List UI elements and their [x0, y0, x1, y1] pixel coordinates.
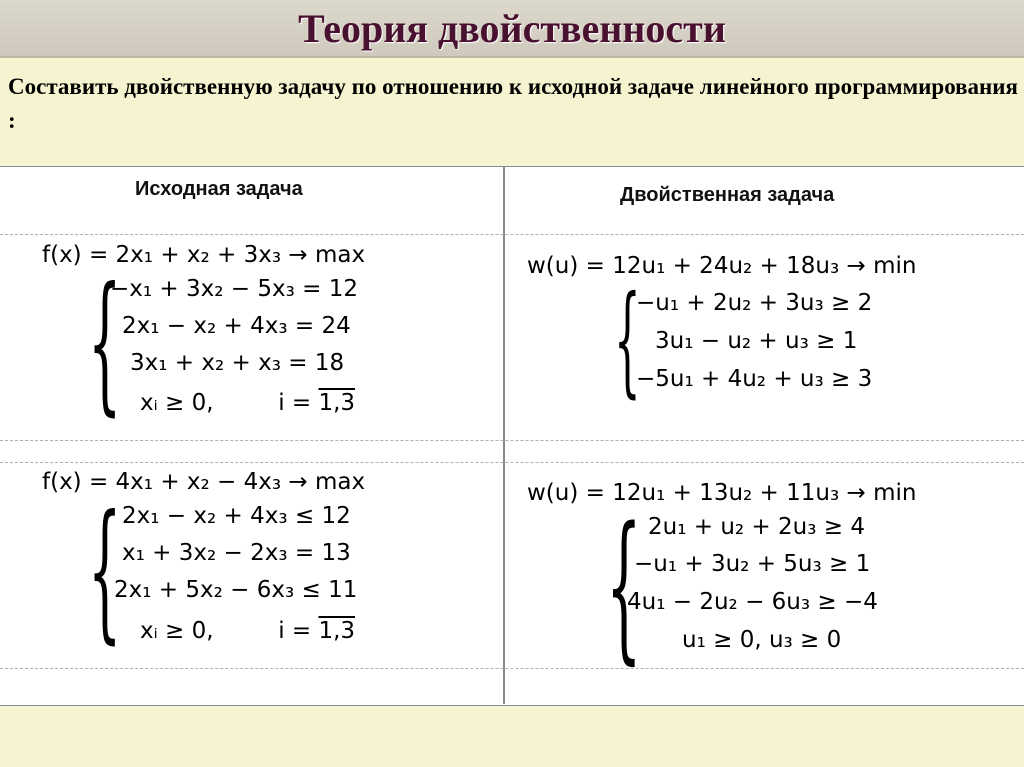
primal-1-nonneg — [140, 385, 355, 421]
index-text: i = — [278, 390, 312, 416]
primal-1-constraint-2: 2x₁ − x₂ + 4x₃ = 24 — [122, 313, 351, 339]
title-bar — [0, 0, 1024, 58]
header-dual: Двойственная задача — [620, 184, 835, 206]
header-primal: Исходная задача — [135, 178, 303, 200]
index-range: 1,3 — [318, 390, 356, 416]
dual-2-brace: { — [606, 492, 642, 679]
dual-2-objective: w(u) = 12u₁ + 13u₂ + 11u₃ → min — [527, 480, 917, 506]
index-text: i = — [278, 618, 312, 644]
row-divider — [0, 668, 1024, 669]
dual-2-constraint-2: −u₁ + 3u₂ + 5u₃ ≥ 1 — [634, 551, 871, 577]
dual-1-brace: { — [614, 271, 641, 410]
dual-1-objective: w(u) = 12u₁ + 24u₂ + 18u₃ → min — [527, 253, 917, 279]
primal-1-constraint-3: 3x₁ + x₂ + x₃ = 18 — [130, 350, 345, 376]
slide-title: Теория двойственности — [298, 5, 726, 51]
primal-1-brace: { — [88, 256, 122, 430]
dual-2-constraint-3: 4u₁ − 2u₂ − 6u₃ ≥ −4 — [627, 589, 878, 615]
primal-2-constraint-1: 2x₁ − x₂ + 4x₃ ≤ 12 — [122, 503, 351, 529]
index-range: 1,3 — [318, 618, 356, 644]
primal-1-constraint-1: −x₁ + 3x₂ − 5x₃ = 12 — [110, 276, 358, 302]
primal-2-constraint-2: x₁ + 3x₂ − 2x₃ = 13 — [122, 540, 351, 566]
primal-1-objective: f(x) = 2x₁ + x₂ + 3x₃ → max — [42, 242, 366, 268]
dual-1-constraint-1: −u₁ + 2u₂ + 3u₃ ≥ 2 — [636, 290, 873, 316]
row-divider — [0, 462, 1024, 463]
header-divider — [0, 234, 1024, 235]
dual-2-constraint-1: 2u₁ + u₂ + 2u₃ ≥ 4 — [648, 514, 865, 540]
nonneg-text: xᵢ ≥ 0, — [140, 390, 214, 416]
dual-1-constraint-3: −5u₁ + 4u₂ + u₃ ≥ 3 — [636, 366, 873, 392]
dual-2-nonneg: u₁ ≥ 0, u₃ ≥ 0 — [682, 627, 842, 653]
task-statement: Составить двойственную задачу по отношению к исходной задаче линейного программирования : — [8, 74, 1018, 133]
row-divider — [0, 440, 1024, 441]
primal-2-constraint-3: 2x₁ + 5x₂ − 6x₃ ≤ 11 — [114, 577, 358, 603]
primal-2-nonneg — [140, 613, 355, 649]
dual-1-constraint-2: 3u₁ − u₂ + u₃ ≥ 1 — [655, 328, 858, 354]
nonneg-text: xᵢ ≥ 0, — [140, 618, 214, 644]
column-divider — [503, 166, 505, 704]
primal-2-objective: f(x) = 4x₁ + x₂ − 4x₃ → max — [42, 469, 366, 495]
primal-2-brace: { — [88, 484, 122, 658]
